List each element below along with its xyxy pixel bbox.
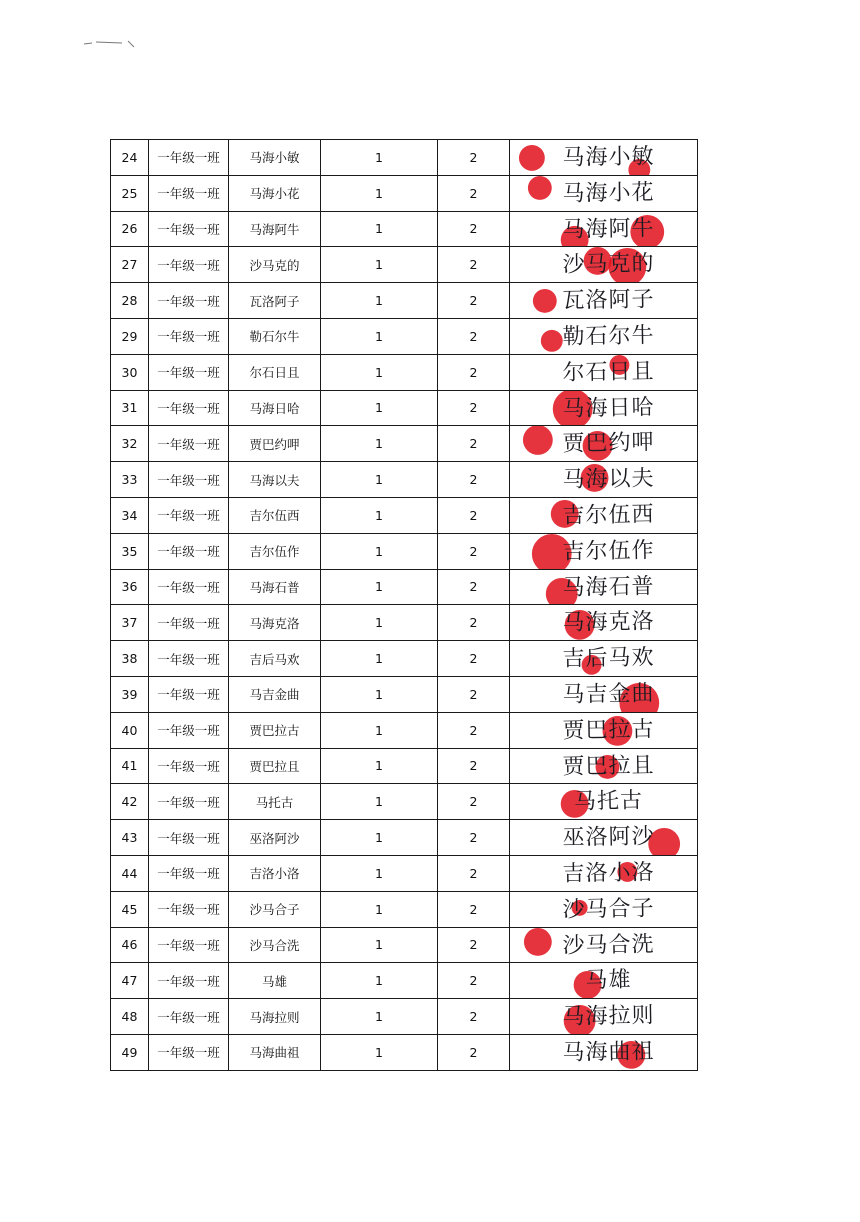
signature-cell [510,533,698,569]
class-cell: 一年级一班 [149,497,229,533]
row-number: 25 [111,175,149,211]
handwritten-signature: 马托古 [573,788,644,815]
count-cell-2: 2 [438,211,510,247]
student-name: 马海曲祖 [229,1034,321,1070]
table-row [111,927,698,963]
handwritten-signature: 吉后马欢 [562,645,655,672]
count-cell-1: 1 [321,712,438,748]
student-name: 贾巴约呷 [229,426,321,462]
signature-cell [510,247,698,283]
signature-cell [510,605,698,641]
class-cell: 一年级一班 [149,963,229,999]
signature-cell [510,462,698,498]
table-row [111,175,698,211]
roster-body [111,140,698,1071]
table-row [111,891,698,927]
table-row [111,676,698,712]
table-row [111,641,698,677]
handwritten-signature: 瓦洛阿子 [562,287,655,314]
handwritten-signature: 马吉金曲 [562,681,655,708]
class-cell: 一年级一班 [149,390,229,426]
row-number: 28 [111,283,149,319]
count-cell-2: 2 [438,533,510,569]
table-row [111,426,698,462]
count-cell-1: 1 [321,784,438,820]
handwritten-signature: 马海曲祖 [562,1039,655,1066]
count-cell-1: 1 [321,891,438,927]
handwritten-signature: 马海以夫 [562,466,655,493]
count-cell-1: 1 [321,426,438,462]
signature-cell [510,569,698,605]
table-row [111,963,698,999]
student-name: 沙马合洗 [229,927,321,963]
count-cell-1: 1 [321,390,438,426]
table-row [111,999,698,1035]
handwritten-signature: 马雄 [585,967,632,994]
handwritten-signature: 马海日哈 [562,394,655,422]
scan-mark [82,38,137,50]
row-number: 34 [111,497,149,533]
handwritten-signature: 勒石尔牛 [562,323,655,350]
class-cell: 一年级一班 [149,641,229,677]
table-row [111,784,698,820]
student-name: 马海克洛 [229,605,321,641]
handwritten-signature: 吉洛小洛 [562,860,655,887]
count-cell-2: 2 [438,927,510,963]
student-name: 贾巴拉古 [229,712,321,748]
row-number: 33 [111,462,149,498]
table-row [111,533,698,569]
student-name: 瓦洛阿子 [229,283,321,319]
handwritten-signature: 马海拉则 [562,1003,655,1030]
count-cell-2: 2 [438,712,510,748]
student-name: 吉后马欢 [229,641,321,677]
count-cell-1: 1 [321,140,438,176]
count-cell-2: 2 [438,569,510,605]
handwritten-signature: 巫洛阿沙 [562,824,655,851]
signature-cell [510,784,698,820]
count-cell-2: 2 [438,390,510,426]
row-number: 26 [111,211,149,247]
signature-cell [510,140,698,176]
table-row [111,462,698,498]
student-name: 沙马克的 [229,247,321,283]
signature-cell [510,497,698,533]
count-cell-1: 1 [321,855,438,891]
class-cell: 一年级一班 [149,748,229,784]
table-row [111,820,698,856]
student-name: 马吉金曲 [229,676,321,712]
student-name: 沙马合子 [229,891,321,927]
table-row [111,748,698,784]
class-cell: 一年级一班 [149,247,229,283]
class-cell: 一年级一班 [149,140,229,176]
table-row [111,247,698,283]
handwritten-signature: 马海小花 [562,179,655,207]
table-row [111,605,698,641]
row-number: 41 [111,748,149,784]
row-number: 44 [111,855,149,891]
student-name: 吉洛小洛 [229,855,321,891]
row-number: 47 [111,963,149,999]
signature-cell [510,963,698,999]
count-cell-1: 1 [321,318,438,354]
count-cell-1: 1 [321,641,438,677]
count-cell-2: 2 [438,175,510,211]
signature-cell [510,390,698,426]
signature-cell [510,1034,698,1070]
student-name: 马托古 [229,784,321,820]
count-cell-2: 2 [438,855,510,891]
student-name: 马海石普 [229,569,321,605]
count-cell-2: 2 [438,676,510,712]
count-cell-1: 1 [321,999,438,1035]
count-cell-2: 2 [438,283,510,319]
signature-cell [510,748,698,784]
count-cell-2: 2 [438,784,510,820]
signature-cell [510,999,698,1035]
row-number: 29 [111,318,149,354]
count-cell-2: 2 [438,1034,510,1070]
handwritten-signature: 吉尔伍西 [562,502,655,529]
row-number: 46 [111,927,149,963]
count-cell-2: 2 [438,318,510,354]
student-name: 马海小敏 [229,140,321,176]
count-cell-2: 2 [438,641,510,677]
handwritten-signature: 马海阿牛 [562,215,655,243]
count-cell-2: 2 [438,426,510,462]
signature-cell [510,676,698,712]
class-cell: 一年级一班 [149,283,229,319]
count-cell-1: 1 [321,1034,438,1070]
table-row [111,318,698,354]
count-cell-2: 2 [438,605,510,641]
class-cell: 一年级一班 [149,891,229,927]
student-name: 马海日哈 [229,390,321,426]
student-name: 勒石尔牛 [229,318,321,354]
count-cell-1: 1 [321,497,438,533]
student-name: 马海拉则 [229,999,321,1035]
class-cell: 一年级一班 [149,712,229,748]
row-number: 39 [111,676,149,712]
count-cell-1: 1 [321,462,438,498]
student-name: 吉尔伍西 [229,497,321,533]
count-cell-1: 1 [321,175,438,211]
count-cell-1: 1 [321,676,438,712]
signature-cell [510,426,698,462]
handwritten-signature: 吉尔伍作 [562,537,655,565]
count-cell-1: 1 [321,533,438,569]
count-cell-2: 2 [438,140,510,176]
class-cell: 一年级一班 [149,211,229,247]
handwritten-signature: 贾巴拉且 [562,752,655,780]
count-cell-1: 1 [321,748,438,784]
count-cell-1: 1 [321,963,438,999]
count-cell-2: 2 [438,247,510,283]
class-cell: 一年级一班 [149,676,229,712]
handwritten-signature: 沙马克的 [562,251,655,279]
row-number: 35 [111,533,149,569]
count-cell-1: 1 [321,283,438,319]
table-row [111,712,698,748]
table-row [111,140,698,176]
count-cell-2: 2 [438,497,510,533]
table-row [111,211,698,247]
student-name: 尔石日且 [229,354,321,390]
handwritten-signature: 沙马合子 [562,895,655,923]
signature-cell [510,820,698,856]
table-row [111,497,698,533]
row-number: 30 [111,354,149,390]
count-cell-1: 1 [321,927,438,963]
row-number: 37 [111,605,149,641]
handwritten-signature: 沙马合洗 [562,931,655,959]
count-cell-2: 2 [438,748,510,784]
handwritten-signature: 贾巴拉古 [562,716,655,744]
signature-cell [510,318,698,354]
count-cell-1: 1 [321,820,438,856]
class-cell: 一年级一班 [149,175,229,211]
table-row [111,354,698,390]
class-cell: 一年级一班 [149,784,229,820]
class-cell: 一年级一班 [149,354,229,390]
student-name: 马雄 [229,963,321,999]
student-name: 贾巴拉且 [229,748,321,784]
row-number: 27 [111,247,149,283]
row-number: 40 [111,712,149,748]
class-cell: 一年级一班 [149,426,229,462]
count-cell-2: 2 [438,963,510,999]
signature-cell [510,855,698,891]
row-number: 32 [111,426,149,462]
count-cell-2: 2 [438,891,510,927]
class-cell: 一年级一班 [149,927,229,963]
count-cell-2: 2 [438,354,510,390]
class-cell: 一年级一班 [149,1034,229,1070]
class-cell: 一年级一班 [149,569,229,605]
signature-cell [510,927,698,963]
signature-cell [510,354,698,390]
table-row [111,569,698,605]
class-cell: 一年级一班 [149,855,229,891]
table-row [111,855,698,891]
class-cell: 一年级一班 [149,605,229,641]
class-cell: 一年级一班 [149,318,229,354]
row-number: 48 [111,999,149,1035]
class-cell: 一年级一班 [149,820,229,856]
signature-cell [510,712,698,748]
class-cell: 一年级一班 [149,462,229,498]
count-cell-2: 2 [438,820,510,856]
signature-cell [510,891,698,927]
student-name: 马海小花 [229,175,321,211]
student-name: 巫洛阿沙 [229,820,321,856]
count-cell-1: 1 [321,211,438,247]
student-roster-table [110,139,698,1071]
row-number: 45 [111,891,149,927]
row-number: 31 [111,390,149,426]
student-name: 马海以夫 [229,462,321,498]
row-number: 24 [111,140,149,176]
table-row [111,1034,698,1070]
signature-cell [510,283,698,319]
signature-cell [510,175,698,211]
handwritten-signature: 马海石普 [562,573,655,601]
handwritten-signature: 马海小敏 [562,144,655,171]
signature-cell [510,641,698,677]
table-row [111,390,698,426]
row-number: 36 [111,569,149,605]
count-cell-1: 1 [321,569,438,605]
count-cell-2: 2 [438,999,510,1035]
row-number: 49 [111,1034,149,1070]
student-name: 吉尔伍作 [229,533,321,569]
handwritten-signature: 尔石日且 [562,358,655,386]
handwritten-signature: 贾巴约呷 [562,430,655,458]
row-number: 38 [111,641,149,677]
count-cell-2: 2 [438,462,510,498]
student-name: 马海阿牛 [229,211,321,247]
table-row [111,283,698,319]
count-cell-1: 1 [321,354,438,390]
handwritten-signature: 马海克洛 [562,609,655,637]
class-cell: 一年级一班 [149,999,229,1035]
count-cell-1: 1 [321,605,438,641]
count-cell-1: 1 [321,247,438,283]
signature-cell [510,211,698,247]
class-cell: 一年级一班 [149,533,229,569]
row-number: 42 [111,784,149,820]
row-number: 43 [111,820,149,856]
